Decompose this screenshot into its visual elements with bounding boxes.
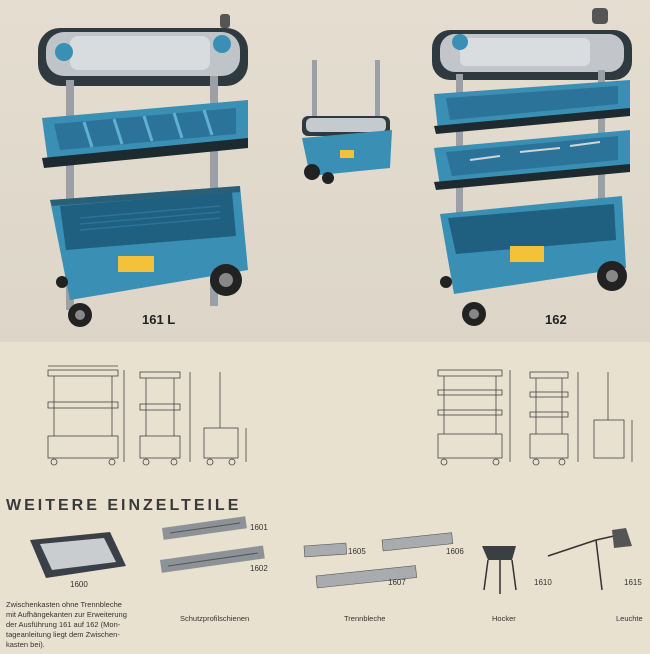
part-number-1600: 1600	[70, 580, 88, 589]
model-label-162: 162	[545, 312, 567, 327]
part-number-1607: 1607	[388, 578, 406, 587]
part-number-1602: 1602	[250, 564, 268, 573]
part-number-1610: 1610	[534, 578, 552, 587]
caption-line: tageanleitung liegt dem Zwischen-	[6, 630, 120, 639]
hocker-caption: Hocker	[492, 614, 516, 623]
part-number-1606: 1606	[446, 547, 464, 556]
trennbleche-caption: Trennbleche	[344, 614, 386, 623]
caption-line: kasten bei).	[6, 640, 45, 649]
schutzprofil-caption: Schutzprofilschienen	[180, 614, 250, 623]
caption-line: der Ausführung 161 auf 162 (Mon-	[6, 620, 121, 629]
caption-line: Zwischenkasten ohne Trennbleche	[6, 600, 122, 609]
leuchte-caption: Leuchte	[616, 614, 643, 623]
part-number-1615: 1615	[624, 578, 642, 587]
part-number-1605: 1605	[348, 547, 366, 556]
zwischenkasten-caption	[6, 600, 156, 650]
section-heading: WEITERE EINZELTEILE	[6, 497, 242, 514]
caption-line: mit Aufhängekanten zur Erweiterung	[6, 610, 127, 619]
part-number-1601: 1601	[250, 523, 268, 532]
model-label-161l: 161 L	[142, 312, 176, 327]
